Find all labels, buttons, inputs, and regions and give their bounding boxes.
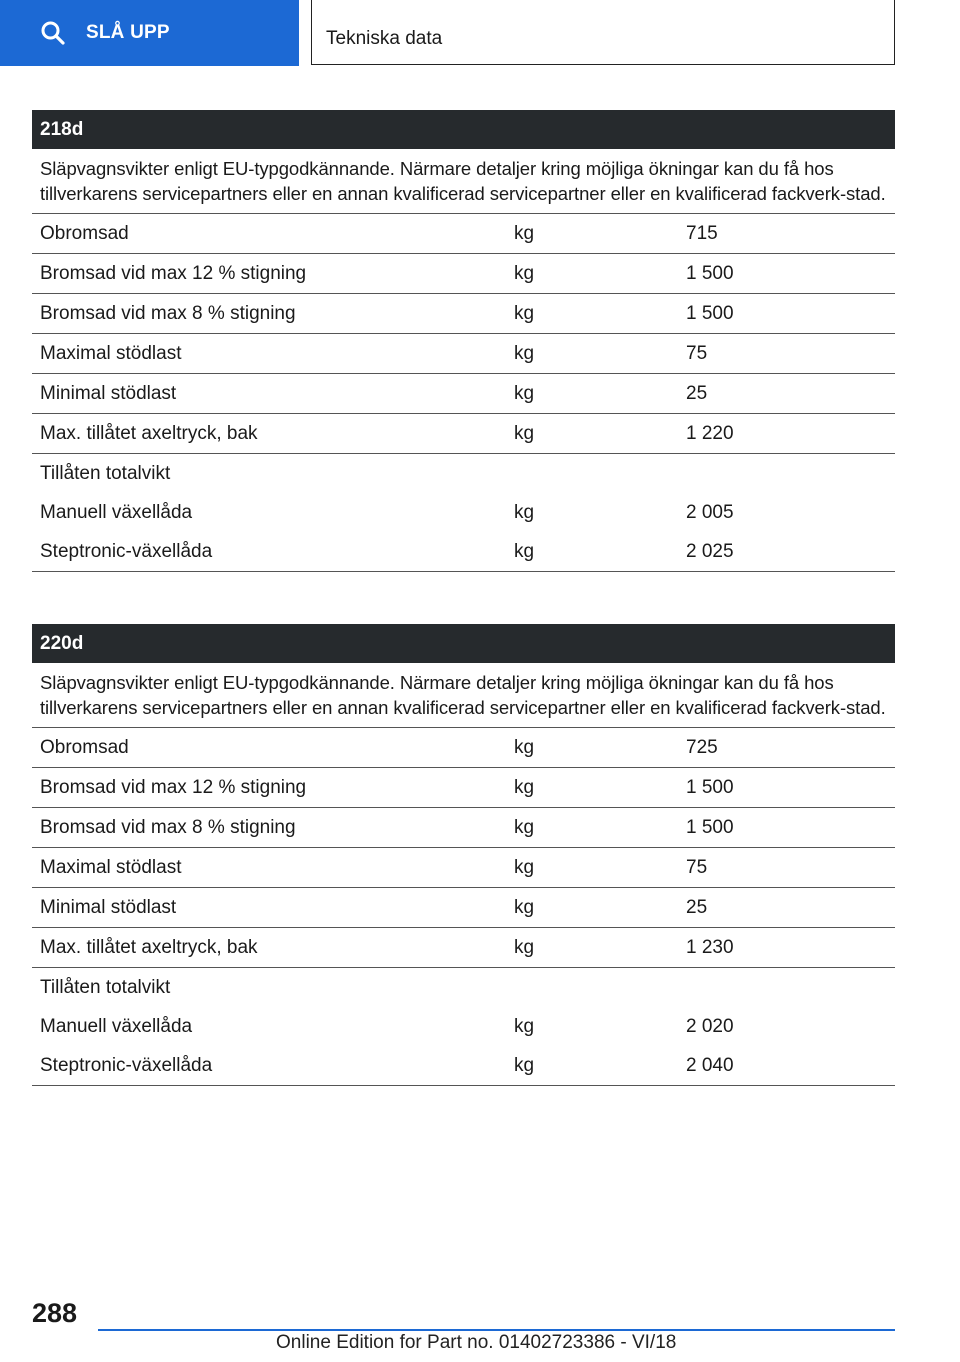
row-value: 1 500 (686, 263, 734, 284)
table-row (32, 768, 895, 808)
row-label: Minimal stödlast (40, 897, 177, 918)
row-unit: kg (514, 383, 535, 404)
table-row-group-label (32, 968, 895, 1007)
table-row (32, 414, 895, 454)
row-label: Obromsad (40, 737, 129, 758)
row-label: Max. tillåtet axeltryck, bak (40, 423, 258, 444)
row-label: Bromsad vid max 8 % stigning (40, 303, 296, 324)
spec-section-218d (32, 110, 895, 572)
table-row (32, 1046, 895, 1086)
section-title: 220d (32, 624, 895, 663)
table-row (32, 214, 895, 254)
row-unit: kg (514, 343, 535, 364)
section-title: 218d (32, 110, 895, 149)
search-icon (40, 20, 66, 46)
row-unit: kg (514, 1055, 535, 1076)
row-unit: kg (514, 737, 535, 758)
table-row (32, 1007, 895, 1046)
section-description: Släpvagnsvikter enligt EU-typgodkännande. Närmare detaljer kring möjliga ökningar kan du få hos tillverkarens servicepartners eller en annan kvalificerad servicepartner eller en kvalificerad fackverk-stad. (32, 663, 895, 728)
row-value: 2 040 (686, 1055, 734, 1076)
footer-edition-text: Online Edition for Part no. 01402723386 - VI/18 (276, 1332, 677, 1353)
table-row (32, 294, 895, 334)
table-row (32, 848, 895, 888)
row-label: Manuell växellåda (40, 502, 193, 523)
table-row (32, 808, 895, 848)
page-title: Tekniska data (311, 0, 895, 65)
row-label: Manuell växellåda (40, 1016, 193, 1037)
row-unit: kg (514, 223, 535, 244)
row-value: 75 (686, 857, 708, 878)
table-row (32, 254, 895, 294)
row-label: Tillåten totalvikt (40, 463, 171, 484)
row-unit: kg (514, 1016, 535, 1037)
row-label: Steptronic-växellåda (40, 1055, 213, 1076)
row-label: Obromsad (40, 223, 129, 244)
row-unit: kg (514, 857, 535, 878)
row-unit: kg (514, 303, 535, 324)
row-value: 25 (686, 383, 708, 404)
row-value: 2 020 (686, 1016, 734, 1037)
row-unit: kg (514, 423, 535, 444)
row-unit: kg (514, 541, 535, 562)
row-label: Bromsad vid max 8 % stigning (40, 817, 296, 838)
table-row (32, 493, 895, 532)
row-unit: kg (514, 817, 535, 838)
row-unit: kg (514, 777, 535, 798)
search-button-label: SLÅ UPP (86, 22, 170, 43)
table-row-group-label (32, 454, 895, 493)
footer-divider (98, 1329, 895, 1331)
row-value: 1 500 (686, 303, 734, 324)
search-button[interactable] (0, 0, 299, 66)
table-row (32, 374, 895, 414)
row-value: 1 500 (686, 777, 734, 798)
row-value: 1 220 (686, 423, 734, 444)
row-value: 1 230 (686, 937, 734, 958)
row-unit: kg (514, 502, 535, 523)
row-value: 25 (686, 897, 708, 918)
row-label: Bromsad vid max 12 % stigning (40, 263, 307, 284)
table-row (32, 728, 895, 768)
row-label: Bromsad vid max 12 % stigning (40, 777, 307, 798)
row-label: Maximal stödlast (40, 343, 182, 364)
page-number: 288 (32, 1298, 78, 1328)
row-label: Maximal stödlast (40, 857, 182, 878)
table-row (32, 888, 895, 928)
row-label: Steptronic-växellåda (40, 541, 213, 562)
row-value: 725 (686, 737, 718, 758)
row-unit: kg (514, 263, 535, 284)
row-value: 2 005 (686, 502, 734, 523)
top-bar (0, 0, 960, 66)
row-value: 2 025 (686, 541, 734, 562)
row-label: Tillåten totalvikt (40, 977, 171, 998)
section-description: Släpvagnsvikter enligt EU-typgodkännande. Närmare detaljer kring möjliga ökningar kan du få hos tillverkarens servicepartners eller en annan kvalificerad servicepartner eller en kvalificerad fackverk-stad. (32, 149, 895, 214)
row-value: 1 500 (686, 817, 734, 838)
table-row (32, 532, 895, 572)
row-value: 75 (686, 343, 708, 364)
table-row (32, 928, 895, 968)
row-value: 715 (686, 223, 718, 244)
spec-section-220d (32, 624, 895, 1086)
row-unit: kg (514, 897, 535, 918)
row-label: Minimal stödlast (40, 383, 177, 404)
row-label: Max. tillåtet axeltryck, bak (40, 937, 258, 958)
table-row (32, 334, 895, 374)
row-unit: kg (514, 937, 535, 958)
